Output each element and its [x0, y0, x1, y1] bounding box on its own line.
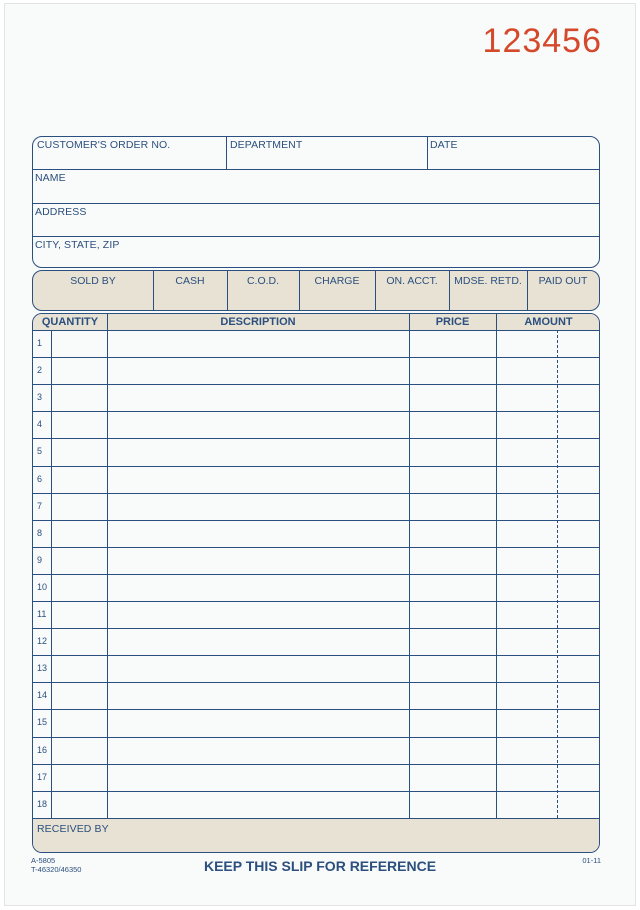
- row-divider: [33, 709, 599, 710]
- paid-out-field: [527, 271, 599, 310]
- row-divider: [33, 737, 599, 738]
- row-number: 18: [37, 798, 48, 809]
- divider: [33, 203, 599, 204]
- price-header: PRICE: [409, 314, 496, 330]
- divider: [33, 236, 599, 237]
- row-divider: [33, 384, 599, 385]
- quantity-header: QUANTITY: [33, 314, 107, 330]
- row-number: 1: [37, 338, 43, 348]
- row-number: 17: [37, 771, 48, 782]
- row-divider: [33, 438, 599, 439]
- row-divider: [33, 411, 599, 412]
- row-divider: [33, 682, 599, 683]
- on-account-field: [375, 271, 449, 310]
- row-divider: [33, 520, 599, 521]
- reference-notice: KEEP THIS SLIP FOR REFERENCE: [203, 858, 437, 874]
- customers-order-no-label: CUSTOMER'S ORDER NO.: [37, 139, 171, 151]
- divider: [107, 314, 108, 818]
- row-number: 4: [37, 419, 43, 430]
- row-number: 13: [37, 663, 48, 674]
- line-items-table: [32, 313, 600, 853]
- row-number: 9: [37, 554, 43, 565]
- charge-field: [299, 271, 375, 310]
- name-label: NAME: [35, 172, 66, 184]
- description-header: DESCRIPTION: [107, 314, 409, 330]
- charge-label: CHARGE: [314, 275, 360, 287]
- department-label: DEPARTMENT: [230, 139, 303, 151]
- row-divider: [33, 357, 599, 358]
- row-number: 10: [37, 581, 48, 592]
- form-code-secondary: T-46320/46350: [31, 865, 82, 874]
- row-divider: [33, 493, 599, 494]
- sold-by-field: [33, 271, 153, 310]
- row-number: 5: [37, 446, 43, 457]
- row-number: 15: [37, 717, 48, 728]
- mdse-returned-field: [449, 271, 527, 310]
- divider: [409, 314, 410, 818]
- mdse-returned-label: MDSE. RETD.: [454, 275, 522, 287]
- row-number: 6: [37, 473, 43, 484]
- row-divider: [33, 655, 599, 656]
- row-divider: [33, 764, 599, 765]
- row-number: 3: [37, 392, 43, 403]
- form-serial-number: 123456: [482, 22, 602, 60]
- divider: [226, 137, 227, 169]
- received-by-label: RECEIVED BY: [37, 823, 109, 835]
- customer-info-section: [32, 136, 600, 268]
- amount-header: AMOUNT: [496, 314, 600, 330]
- divider: [427, 137, 428, 169]
- cash-label: CASH: [175, 275, 205, 287]
- row-number: 11: [37, 609, 47, 619]
- divider: [496, 314, 497, 818]
- form-code-primary: A-5805: [31, 856, 56, 865]
- row-divider: [33, 791, 599, 792]
- row-number: 14: [37, 690, 48, 701]
- sold-by-label: SOLD BY: [70, 275, 116, 287]
- form-version: 01-11: [582, 856, 601, 865]
- divider: [33, 169, 599, 170]
- divider: [33, 330, 599, 331]
- city-state-zip-label: CITY, STATE, ZIP: [35, 239, 120, 251]
- cod-label: C.O.D.: [246, 275, 280, 287]
- cash-field: [153, 271, 227, 310]
- row-divider: [33, 601, 599, 602]
- row-divider: [33, 547, 599, 548]
- address-label: ADDRESS: [35, 206, 87, 218]
- date-label: DATE: [430, 139, 458, 151]
- cod-field: [227, 271, 299, 310]
- received-by-field: [33, 818, 599, 853]
- payment-type-section: [32, 270, 600, 311]
- paid-out-label: PAID OUT: [538, 275, 588, 287]
- row-number: 2: [37, 365, 43, 376]
- row-number: 16: [37, 744, 48, 755]
- row-number: 12: [37, 636, 48, 647]
- row-divider: [33, 574, 599, 575]
- on-account-label: ON. ACCT.: [386, 275, 438, 287]
- row-divider: [33, 628, 599, 629]
- row-divider: [33, 466, 599, 467]
- row-number: 7: [37, 500, 43, 511]
- row-number: 8: [37, 527, 43, 538]
